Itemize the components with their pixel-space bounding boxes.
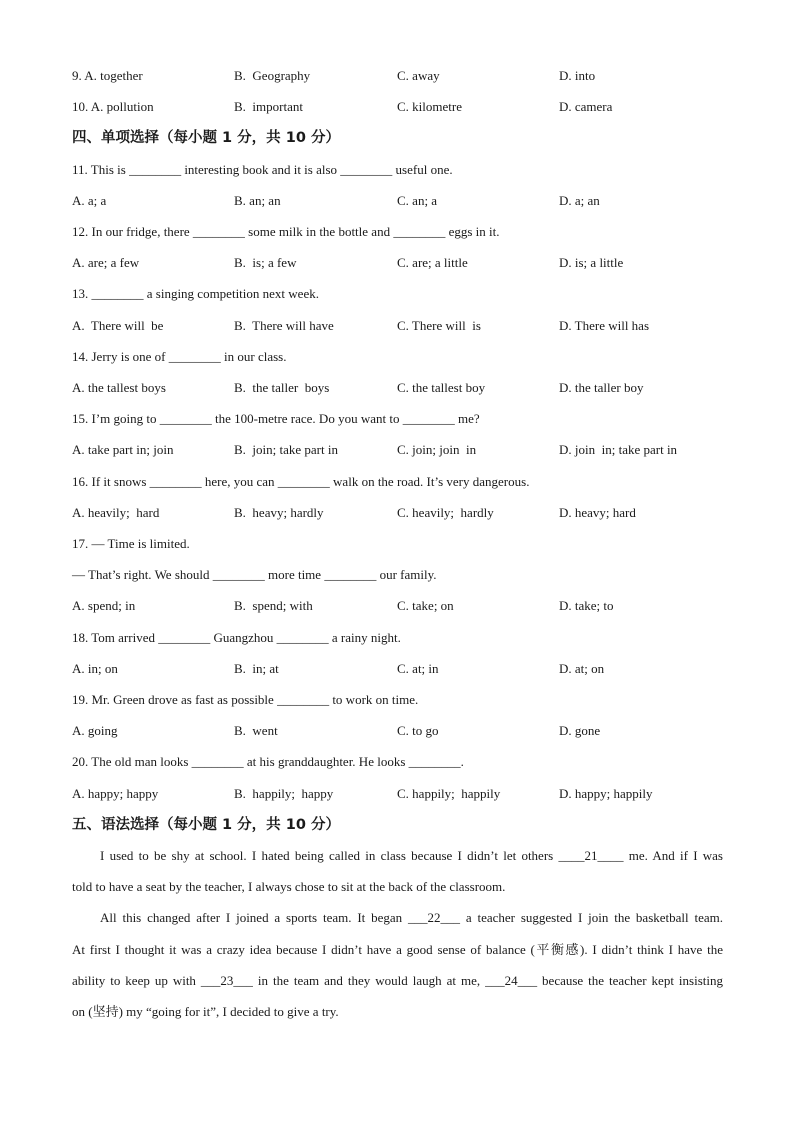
answer-option-a: A. spend; in	[72, 598, 136, 613]
answer-option-d: D. There will has	[559, 318, 650, 333]
answer-option-d: D. a; an	[559, 193, 600, 208]
answer-option-c: C. at; in	[397, 661, 439, 676]
answer-option-c: C. the tallest boy	[397, 380, 486, 395]
answer-option-b: B. spend; with	[234, 598, 313, 613]
question-line: 15. I’m going to ________ the 100-metre race. Do you want to ________ me?	[72, 411, 480, 426]
answer-option-b: B. There will have	[234, 318, 334, 333]
answer-option-a: 10. A. pollution	[72, 99, 154, 114]
answer-option-d: D. heavy; hard	[559, 505, 636, 520]
passage-line: All this changed after I joined a sports team. It began ___22___ a teacher suggested I join the basketball team.	[100, 910, 723, 925]
answer-option-c: C. happily; happily	[397, 786, 501, 801]
question-line: 12. In our fridge, there ________ some milk in the bottle and ________ eggs in it.	[72, 224, 500, 239]
answer-option-a: A. There will be	[72, 318, 164, 333]
answer-option-a: A. a; a	[72, 193, 107, 208]
question-line: 13. ________ a singing competition next week.	[72, 286, 319, 301]
answer-option-c: C. join; join in	[397, 442, 477, 457]
answer-option-d: D. camera	[559, 99, 613, 114]
answer-option-b: B. important	[234, 99, 303, 114]
question-line: 11. This is ________ interesting book and it is also ________ useful one.	[72, 162, 453, 177]
question-line: — That’s right. We should ________ more time ________ our family.	[72, 567, 437, 582]
answer-option-c: C. kilometre	[397, 99, 462, 114]
answer-option-c: C. are; a little	[397, 255, 468, 270]
answer-option-c: C. heavily; hardly	[397, 505, 494, 520]
answer-option-c: C. to go	[397, 723, 439, 738]
passage-line: ability to keep up with ___23___ in the team and they would laugh at me, ___24___ because the teacher kept insisting	[72, 973, 723, 988]
answer-option-a: 9. A. together	[72, 68, 143, 83]
answer-option-a: A. going	[72, 723, 118, 738]
answer-option-a: A. in; on	[72, 661, 118, 676]
question-line: 14. Jerry is one of ________ in our class.	[72, 349, 287, 364]
answer-option-a: A. the tallest boys	[72, 380, 166, 395]
answer-option-d: D. the taller boy	[559, 380, 644, 395]
question-line: 19. Mr. Green drove as fast as possible ________ to work on time.	[72, 692, 419, 707]
question-line: 18. Tom arrived ________ Guangzhou ________ a rainy night.	[72, 630, 401, 645]
passage-line: At first I thought it was a crazy idea because I didn’t have a good sense of balance (平衡感). I didn’t think I have the	[72, 942, 723, 957]
answer-option-b: B. heavy; hardly	[234, 505, 324, 520]
answer-option-b: B. Geography	[234, 68, 311, 83]
answer-option-b: B. join; take part in	[234, 442, 338, 457]
passage-line: I used to be shy at school. I hated being called in class because I didn’t let others ____21____ me. And if I was	[100, 848, 723, 863]
section-heading: 四、单项选择（每小题 1 分，共 10 分）	[72, 130, 340, 146]
answer-option-c: C. There will is	[397, 318, 481, 333]
question-line: 20. The old man looks ________ at his granddaughter. He looks ________.	[72, 754, 464, 769]
answer-option-d: D. gone	[559, 723, 601, 738]
answer-option-a: A. heavily; hard	[72, 505, 160, 520]
answer-option-b: B. in; at	[234, 661, 279, 676]
answer-option-c: C. away	[397, 68, 440, 83]
question-line: 16. If it snows ________ here, you can ________ walk on the road. It’s very dangerous.	[72, 474, 530, 489]
answer-option-d: D. take; to	[559, 598, 614, 613]
answer-option-a: A. take part in; join	[72, 442, 174, 457]
answer-option-b: B. the taller boys	[234, 380, 330, 395]
question-line: 17. — Time is limited.	[72, 536, 190, 551]
answer-option-d: D. is; a little	[559, 255, 624, 270]
passage-line: told to have a seat by the teacher, I always chose to sit at the back of the classroom.	[72, 879, 506, 894]
answer-option-c: C. take; on	[397, 598, 454, 613]
passage-line: on (坚持) my “going for it”, I decided to give a try.	[72, 1004, 339, 1019]
answer-option-a: A. happy; happy	[72, 786, 159, 801]
answer-option-d: D. join in; take part in	[559, 442, 678, 457]
answer-option-b: B. happily; happy	[234, 786, 334, 801]
answer-option-b: B. is; a few	[234, 255, 297, 270]
section-heading: 五、语法选择（每小题 1 分，共 10 分）	[72, 817, 340, 833]
answer-option-d: D. happy; happily	[559, 786, 653, 801]
answer-option-d: D. into	[559, 68, 596, 83]
answer-option-d: D. at; on	[559, 661, 605, 676]
answer-option-c: C. an; a	[397, 193, 438, 208]
answer-option-b: B. an; an	[234, 193, 281, 208]
answer-option-b: B. went	[234, 723, 278, 738]
answer-option-a: A. are; a few	[72, 255, 140, 270]
